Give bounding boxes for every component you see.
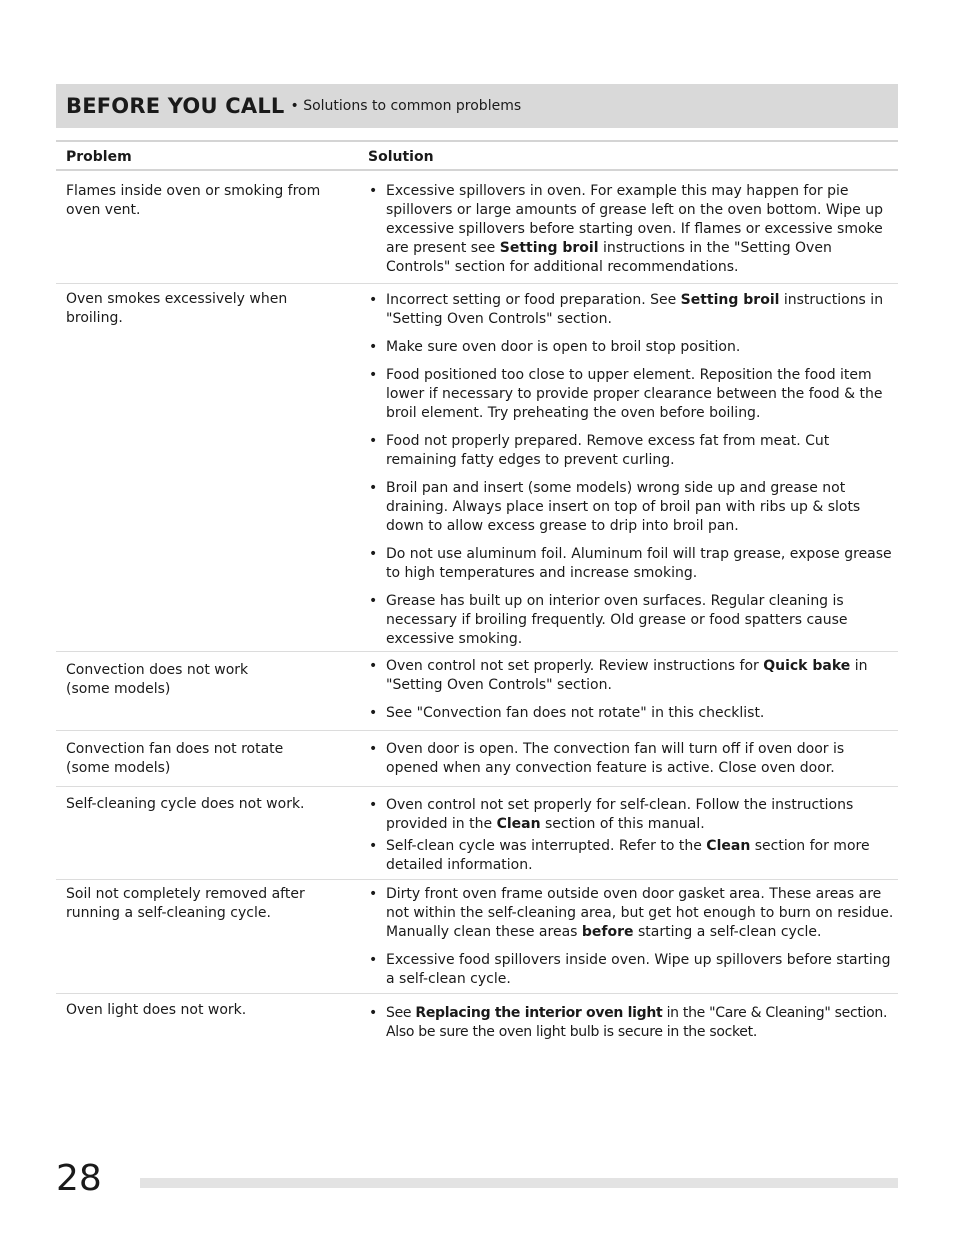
solution-item: • Excessive spillovers in oven. For example this may happen for pie spillovers or large amounts of grease left on the oven bottom. Wipe up excessive spillovers before starting oven. If flames or excessive smoke are present see Setting broil instructions in the "Setting Oven Controls" section for additional recommendations. (369, 183, 883, 275)
page-number: 28 (56, 1158, 102, 1199)
table-row (56, 284, 898, 652)
solution-item: • Dirty front oven frame outside oven door gasket area. These areas are not within the self-cleaning area, but get hot enough to burn on residue. Manually clean these areas before starting a self-clean cycle. (369, 886, 894, 940)
table-row (56, 787, 898, 880)
problem-cell: Flames inside oven or smoking from oven vent. (66, 183, 321, 218)
solution-item: • Do not use aluminum foil. Aluminum foil will trap grease, expose grease to high temperatures and increase smoking. (369, 546, 892, 581)
problem-cell: Oven light does not work. (66, 1002, 247, 1018)
problem-cell: Oven smokes excessively when broiling. (66, 291, 288, 326)
solution-item: • See Replacing the interior oven light in the "Care & Cleaning" section. Also be sure the oven light bulb is secure in the socket. (369, 1005, 888, 1040)
solution-item: • Oven door is open. The convection fan will turn off if oven door is opened when any convection feature is active. Close oven door. (369, 741, 845, 776)
table-row (56, 731, 898, 787)
solution-cell (369, 291, 899, 658)
solution-item: • Grease has built up on interior oven surfaces. Regular cleaning is necessary if broiling frequently. Old grease or food spatters cause excessive smoking. (369, 593, 848, 647)
solution-cell (369, 1004, 901, 1051)
table-row (56, 880, 898, 994)
solution-cell (369, 657, 899, 732)
solution-cell (369, 182, 899, 286)
section-title: BEFORE YOU CALL (66, 94, 285, 118)
solution-cell (369, 885, 899, 998)
problem-cell: Soil not completely removed after running a self-cleaning cycle. (66, 886, 305, 921)
solution-item: • Oven control not set properly. Review instructions for Quick bake in "Setting Oven Controls" section. (369, 658, 868, 693)
solution-item: • Oven control not set properly for self-clean. Follow the instructions provided in the Clean section of this manual. (369, 797, 854, 832)
footer-bar (140, 1178, 898, 1188)
table-row (56, 994, 898, 1046)
table-row (56, 172, 898, 284)
solution-item: • Excessive food spillovers inside oven. Wipe up spillovers before starting a self-clean cycle. (369, 952, 891, 987)
table-header (56, 140, 898, 171)
solution-item: • Food not properly prepared. Remove excess fat from meat. Cut remaining fatty edges to prevent curling. (369, 433, 830, 468)
solution-item: • Incorrect setting or food preparation. See Setting broil instructions in "Setting Oven Controls" section. (369, 292, 884, 327)
section-header (56, 84, 898, 128)
problem-cell: Convection does not work (some models) (66, 662, 249, 697)
solution-item: • Food positioned too close to upper element. Reposition the food item lower if necessary to provide proper clearance between the food & the broil element. Try preheating the oven before boiling. (369, 367, 883, 421)
solution-item: • Broil pan and insert (some models) wrong side up and grease not draining. Always place insert on top of broil pan with ribs up & slots down to allow excess grease to drip into broil pan. (369, 480, 861, 534)
solution-item: • Self-clean cycle was interrupted. Refer to the Clean section for more detailed information. (369, 838, 870, 873)
problem-column-header: Problem (66, 149, 132, 165)
solution-item: • See "Convection fan does not rotate" in this checklist. (369, 705, 765, 721)
solution-item: • Make sure oven door is open to broil stop position. (369, 339, 741, 355)
problem-cell: Self-cleaning cycle does not work. (66, 796, 305, 812)
solution-cell (369, 740, 899, 787)
section-subtitle: • Solutions to common problems (290, 98, 522, 114)
problem-cell: Convection fan does not rotate (some models) (66, 741, 284, 776)
table-row (56, 652, 898, 731)
solution-cell (369, 796, 899, 884)
solution-column-header: Solution (368, 149, 434, 165)
